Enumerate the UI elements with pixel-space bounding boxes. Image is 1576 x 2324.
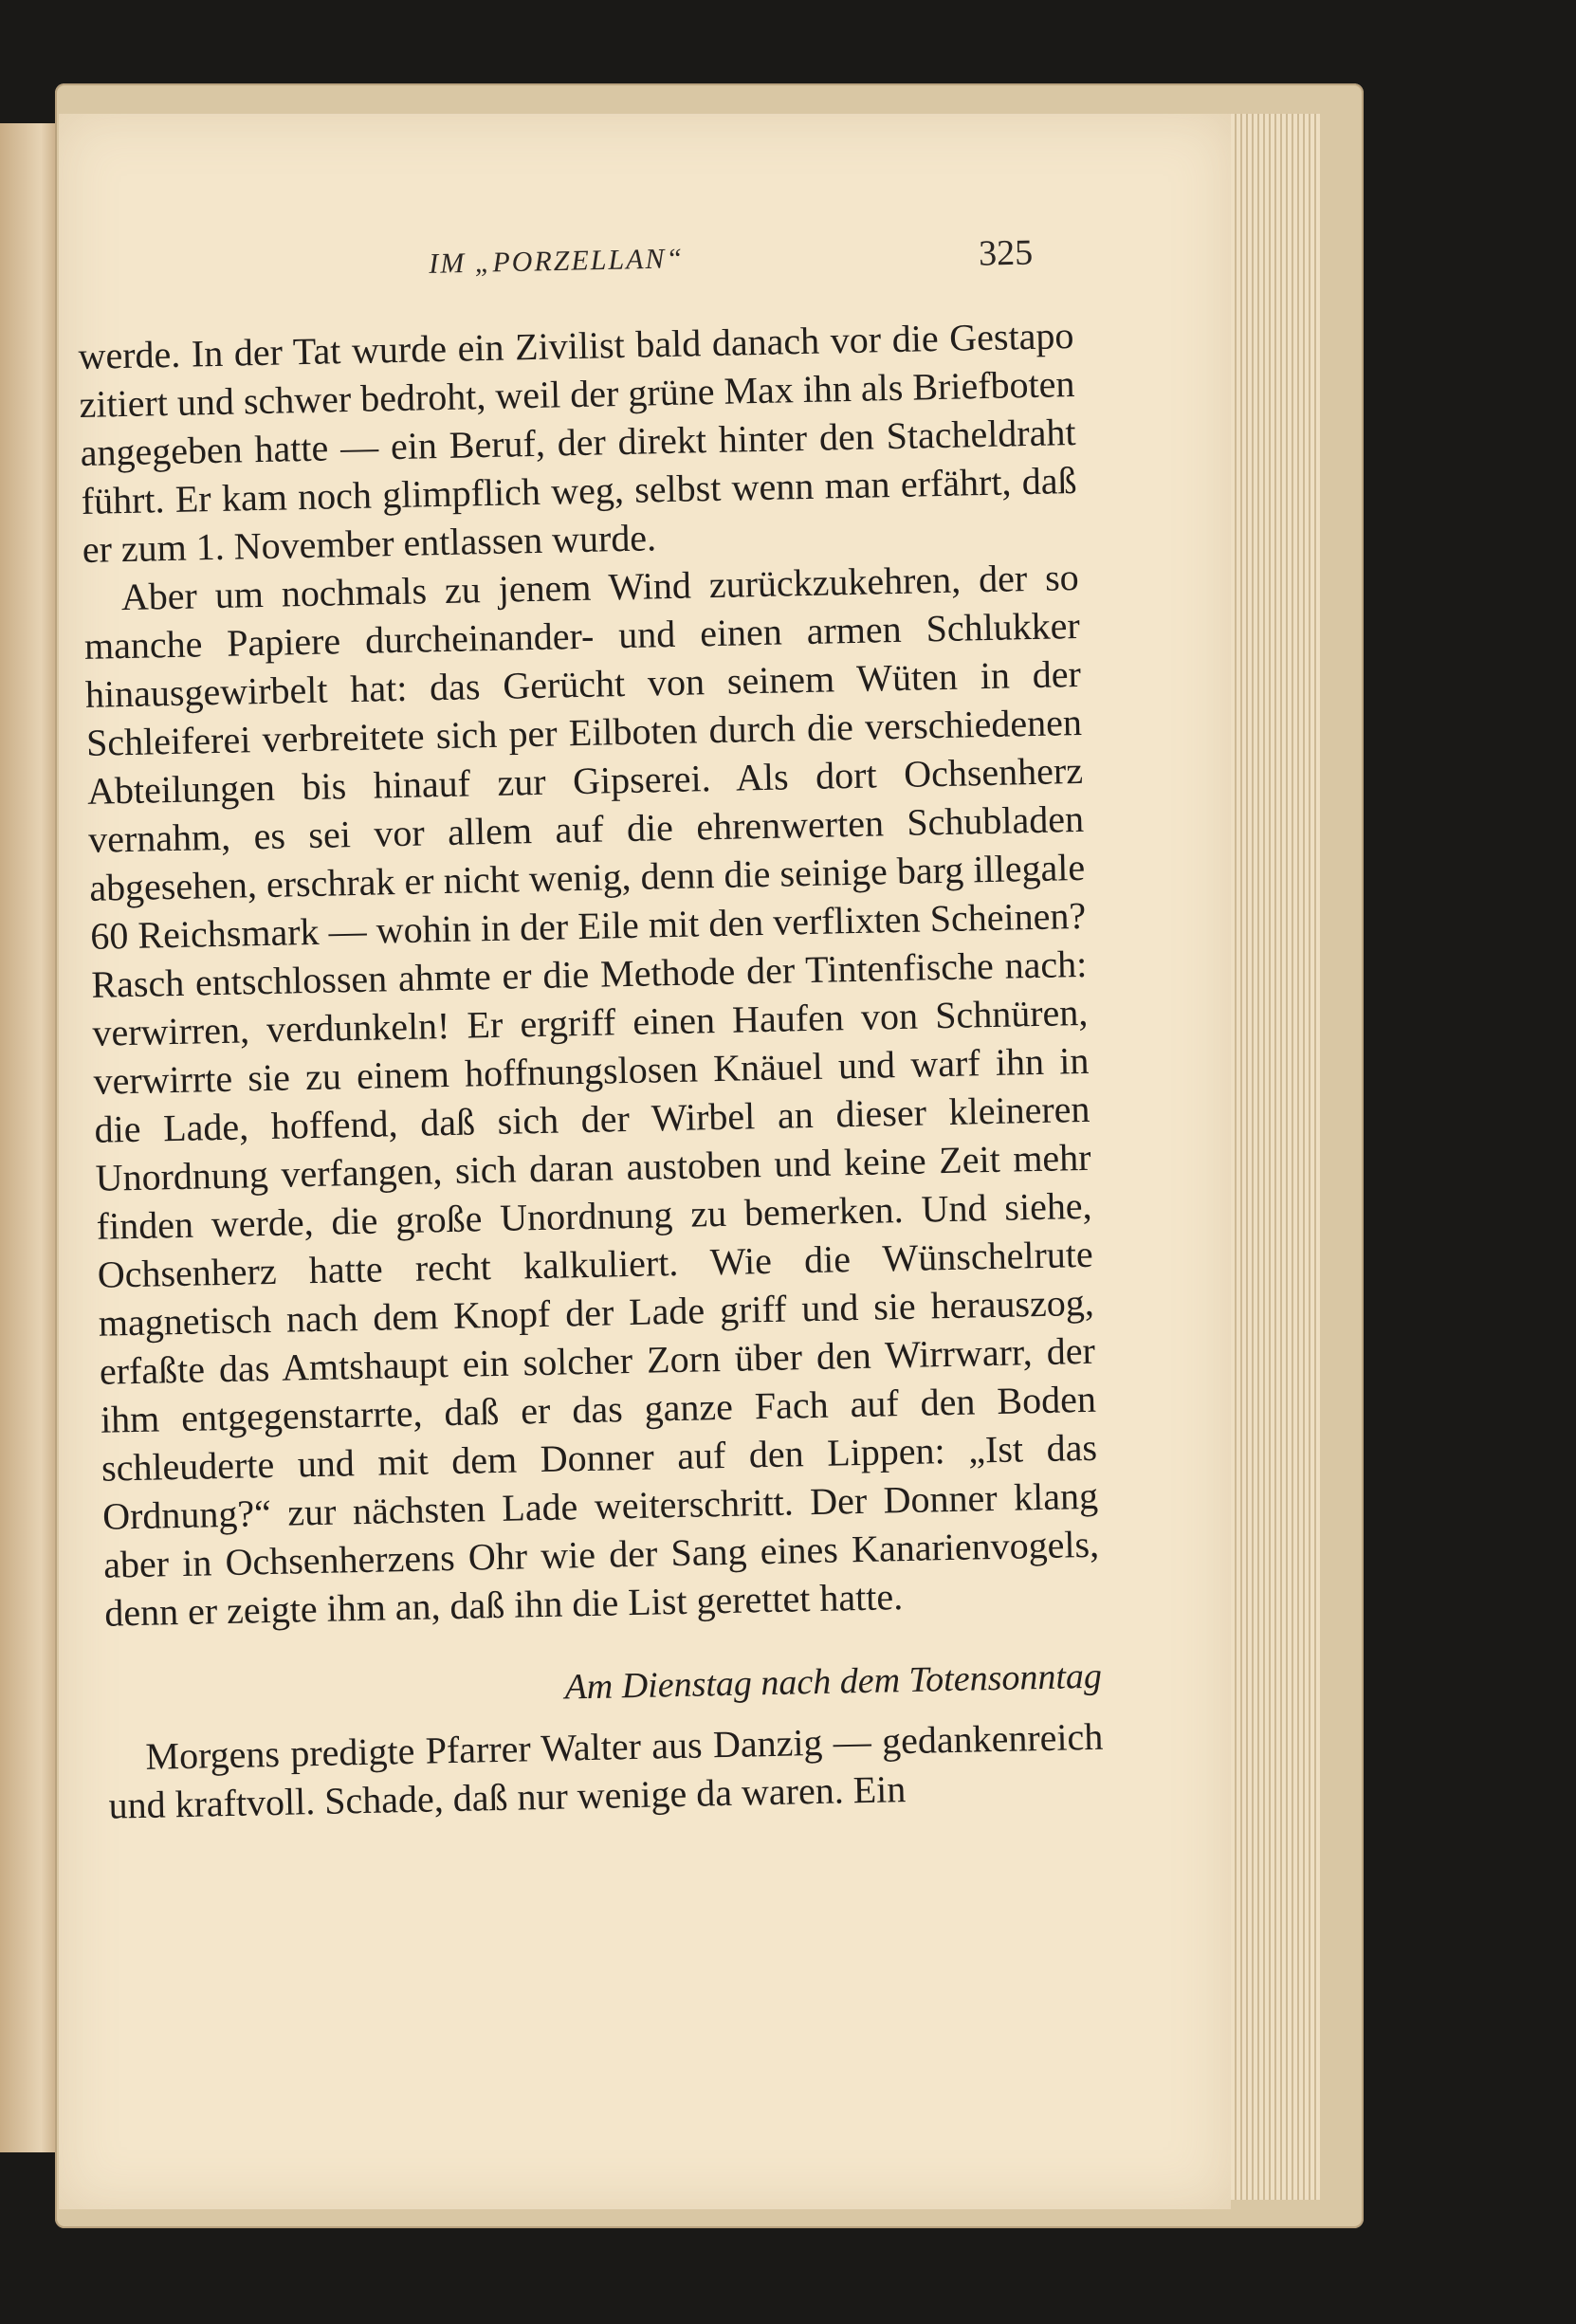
page-stack-edge: [1223, 114, 1320, 2200]
paragraph: Aber um nochmals zu jenem Wind zurückzukehren, der so manche Papiere durcheinander- und einen armen Schlukker hinausgewirbelt hat: das Gerücht von seinem Wüten in der Schleiferei verbreitete sich per Eilboten durch die verschiedenen Abteilungen bis hinauf zur Gipserei. Als dort Ochsenherz vernahm, es sei vor allem auf die ehrenwerten Schubladen abgesehen, erschrak er nicht wenig, denn die seinige barg illegale 60 Reichsmark — wohin in der Eile mit den verflixten Scheinen? Rasch entschlossen ahmte er die Methode der Tintenfische nach: verwirren, verdunkeln! Er ergriff einen Haufen von Schnüren, verwirrte sie zu einem hoffnungslosen Knäuel und warf ihn in die Lade, hoffend, daß sich der Wirbel an dieser kleineren Unordnung verfangen, sich daran austoben und keine Zeit mehr finden werde, die große Unordnung zu bemerken. Und siehe, Ochsenherz hatte recht kalkuliert. Wie die Wünschelrute magnetisch nach dem Knopf der Lade griff und sie herauszog, erfaßte das Amtshaupt ein solcher Zorn über den Wirrwarr, der ihm entgegenstarrte, daß er das ganze Fach auf den Boden schleuderte und mit dem Donner auf den Lippen: „Ist das Ordnung?“ zur nächsten Lade weiterschritt. Der Donner klang aber in Ochsenherzens Ohr wie der Sang eines Kanarienvogels, denn er zeigte ihm an, daß ihn die List gerettet hatte.: [83, 555, 1100, 1635]
text-block: [78, 311, 1105, 1830]
paragraph: Morgens predigte Pfarrer Walter aus Danzig — gedankenreich und kraftvoll. Schade, daß nur wenige da waren. Ein: [108, 1714, 1104, 1827]
left-page-edge: [0, 123, 61, 2152]
paragraph: werde. In der Tat wurde ein Zivilist bald danach vor die Gestapo zitiert und schwer bedroht, weil der grüne Max ihn als Briefboten angegeben hatte — ein Beruf, der direkt hinter den Stacheldraht führt. Er kam noch glimpflich weg, selbst wenn man erfährt, daß er zum 1. November entlassen wurde.: [78, 314, 1077, 571]
running-head: [59, 231, 1232, 313]
page-number: 325: [978, 232, 1034, 274]
book-page: [59, 114, 1231, 2209]
running-title: IM „PORZELLAN“: [428, 243, 685, 280]
dateline: Am Dienstag nach dem Totensonntag: [564, 1656, 1103, 1708]
